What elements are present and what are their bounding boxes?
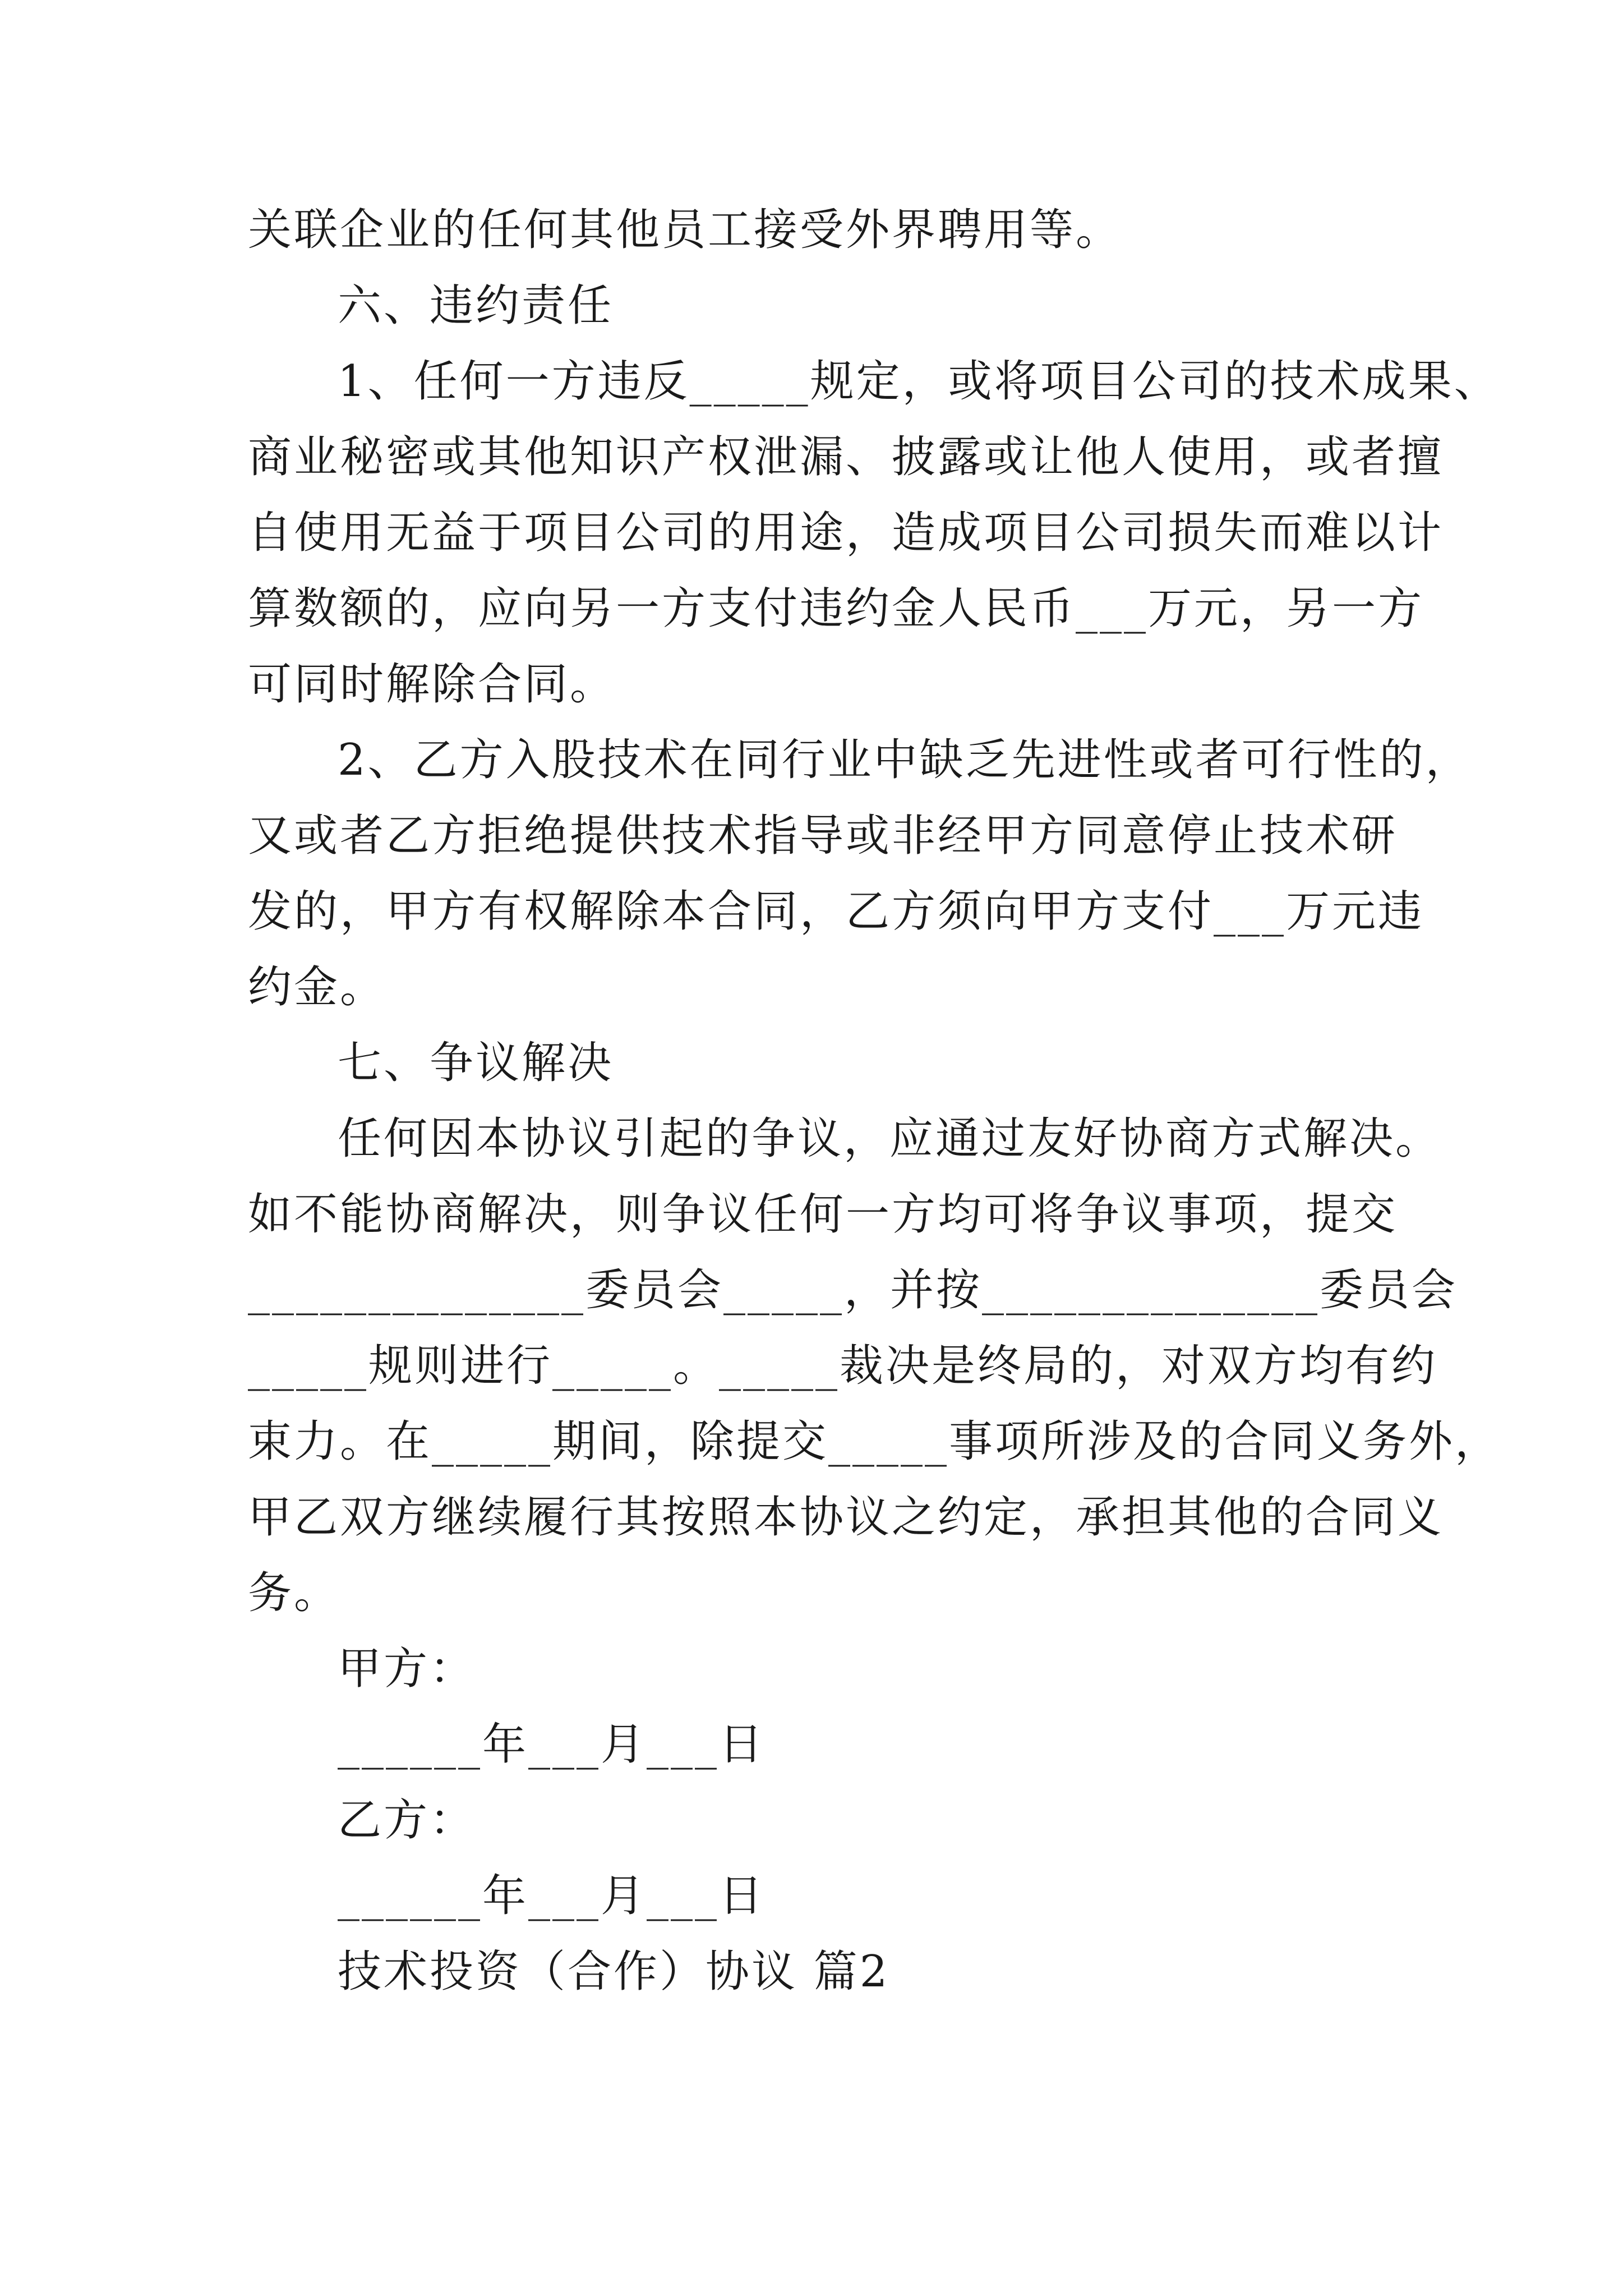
next-article-title: 技术投资（合作）协议 篇2 — [338, 1947, 890, 1997]
paragraph-line: 又或者乙方拒绝提供技术指导或非经甲方同意停止技术研 — [248, 811, 1398, 861]
party-b-label: 乙方： — [338, 1795, 476, 1846]
paragraph-line: 关联企业的任何其他员工接受外界聘用等。 — [248, 205, 1122, 255]
section-heading: 七、争议解决 — [338, 1038, 614, 1088]
paragraph-line: 商业秘密或其他知识产权泄漏、披露或让他人使用，或者擅 — [248, 432, 1444, 482]
section-heading: 六、违约责任 — [338, 280, 614, 331]
paragraph-line: 自使用无益于项目公司的用途，造成项目公司损失而难以计 — [248, 508, 1444, 558]
paragraph-line: _____规则进行_____。_____裁决是终局的，对双方均有约 — [248, 1341, 1438, 1391]
paragraph-line: 束力。在_____期间，除提交_____事项所涉及的合同义务外， — [248, 1416, 1501, 1467]
paragraph-line: 算数额的，应向另一方支付违约金人民币___万元，另一方 — [248, 583, 1424, 634]
paragraph-line: 务。 — [248, 1568, 340, 1618]
paragraph-line: 2、乙方入股技术在同行业中缺乏先进性或者可行性的， — [338, 735, 1472, 785]
paragraph-line: 如不能协商解决，则争议任何一方均可将争议事项，提交 — [248, 1189, 1398, 1240]
party-a-date: ______年___月___日 — [338, 1719, 766, 1770]
paragraph-line: ______________委员会_____，并按______________委员会 — [248, 1265, 1458, 1315]
paragraph-line: 发的，甲方有权解除本合同，乙方须向甲方支付___万元违 — [248, 886, 1424, 937]
party-b-date: ______年___月___日 — [338, 1871, 766, 1921]
paragraph-line: 1、任何一方违反_____规定，或将项目公司的技术成果、 — [338, 356, 1500, 407]
paragraph-line: 任何因本协议引起的争议，应通过友好协商方式解决。 — [338, 1114, 1442, 1164]
paragraph-line: 约金。 — [248, 962, 386, 1013]
paragraph-line: 可同时解除合同。 — [248, 659, 616, 710]
paragraph-line: 甲乙双方继续履行其按照本协议之约定，承担其他的合同义 — [248, 1492, 1444, 1543]
party-a-label: 甲方： — [338, 1644, 476, 1694]
